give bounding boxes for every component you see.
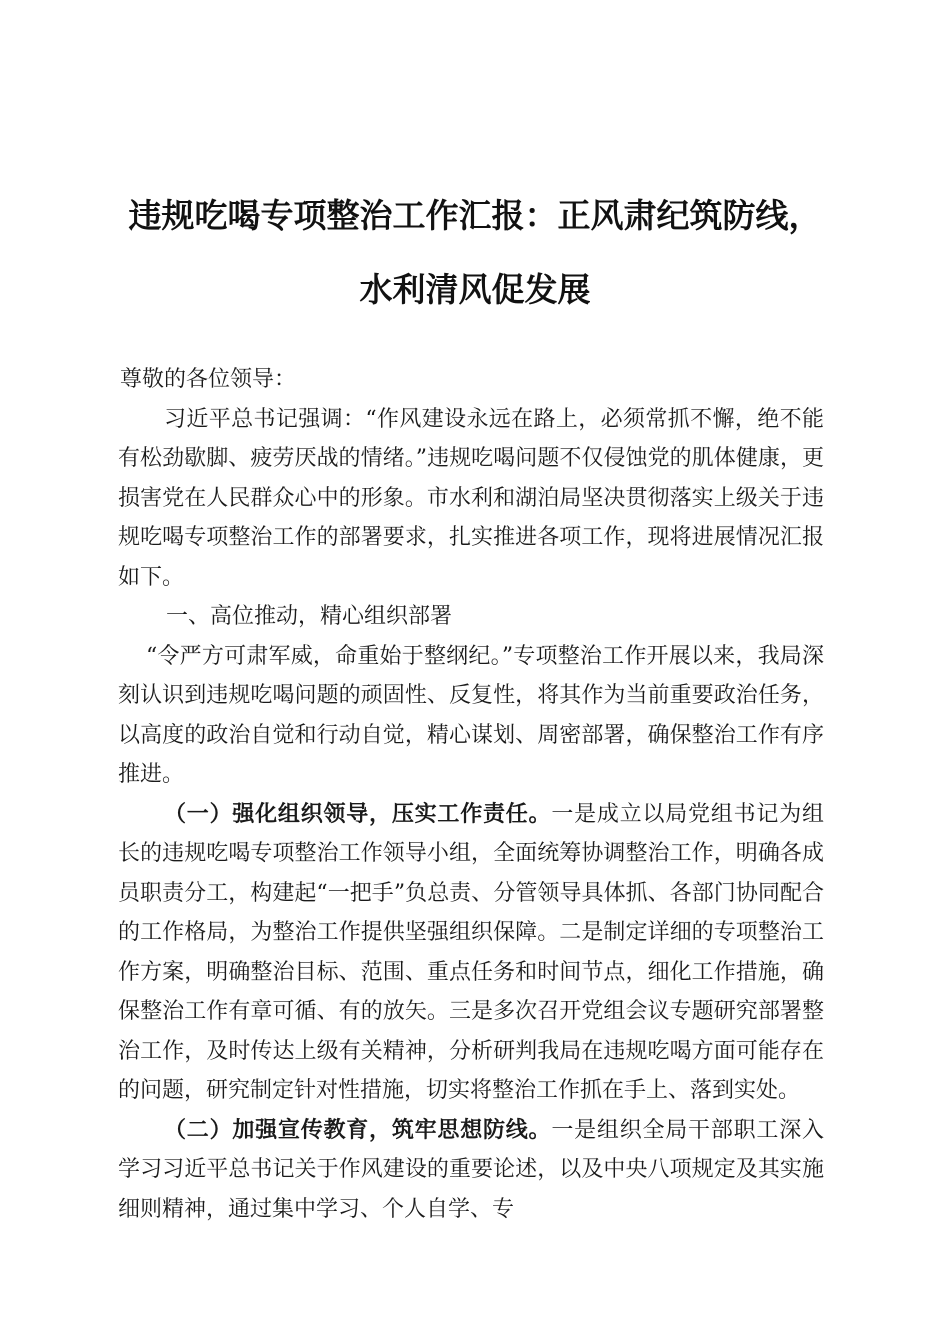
intro-paragraph: 习近平总书记强调：“作风建设永远在路上，必须常抓不懈，绝不能有松劲歇脚、疲劳厌战的情绪。”违规吃喝问题不仅侵蚀党的肌体健康，更损害党在人民群众心中的形象。市水利和湖泊局坚决贯彻落实上级关于违规吃喝专项整治工作的部署要求，扎实推进各项工作，现将进展情况汇报如下。 <box>118 406 824 590</box>
section-1-heading: 一、高位推动，精心组织部署 <box>166 604 453 629</box>
document-title-line-1: 违规吃喝专项整治工作汇报：正风肃纪筑防线， <box>128 196 822 235</box>
subsection-1-paragraph <box>118 795 824 1111</box>
document-body <box>118 360 824 1229</box>
subsection-2-body: 一是组织全局干部职工深入学习习近平总书记关于作风建设的重要论述，以及中央八项规定及其实施细则精神，通过集中学习、个人自学、专 <box>118 1117 824 1222</box>
greeting: 尊敬的各位领导： <box>120 367 297 392</box>
subsection-2-paragraph <box>118 1111 824 1230</box>
document-title-line-2: 水利清风促发展 <box>359 270 591 309</box>
subsection-2-lead: （二）加强宣传教育，筑牢思想防线。 <box>164 1116 552 1143</box>
section-1-intro-paragraph: “令严方可肃军威，命重始于整纲纪。”专项整治工作开展以来，我局深刻认识到违规吃喝问题的顽固性、反复性，将其作为当前重要政治任务，以高度的政治自觉和行动自觉，精心谋划、周密部署，确保整治工作有序推进。 <box>118 643 824 787</box>
subsection-1-lead: （一）强化组织领导，压实工作责任。 <box>164 800 552 827</box>
subsection-1-body: 一是成立以局党组书记为组长的违规吃喝专项整治工作领导小组，全面统筹协调整治工作，明确各成员职责分工，构建起“一把手”负总责、分管领导具体抓、各部门协同配合的工作格局，为整治工作提供坚强组织保障。二是制定详细的专项整治工作方案，明确整治目标、范围、重点任务和时间节点，细化工作措施，确保整治工作有章可循、有的放矢。三是多次召开党组会议专题研究部署整治工作，及时传达上级有关精神，分析研判我局在违规吃喝方面可能存在的问题，研究制定针对性措施，切实将整治工作抓在手上、落到实处。 <box>118 801 824 1103</box>
